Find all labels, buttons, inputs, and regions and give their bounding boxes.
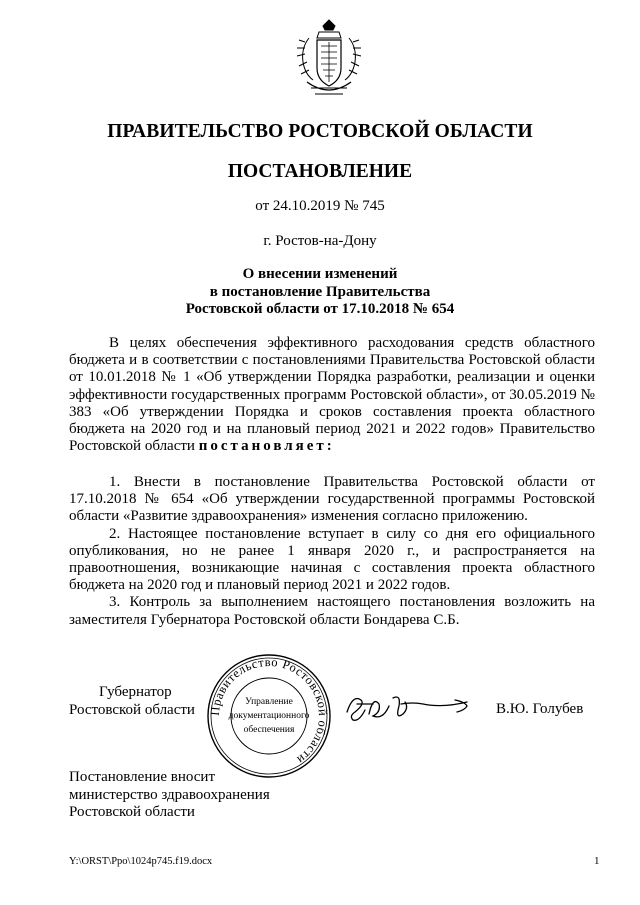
- introduced-by: [69, 769, 270, 822]
- footer-file-path: Y:\ORST\Ppo\1024p745.f19.docx: [69, 856, 213, 867]
- introduced-by-line-2: министерство здравоохранения: [69, 786, 270, 803]
- stamp-center-line-2: документационного: [228, 711, 310, 721]
- official-stamp: [206, 653, 332, 779]
- position-line-1: Губернатор: [99, 684, 172, 700]
- clause-2: 2. Настоящее постановление вступает в силу со дня его официального опубликования, но не ранее 1 января 2020 г., и распространяется на правоотношения, возникающие начиная с составления проекта областного бюджета на 2020 год и плановый период 2021 и 2022 годов.: [69, 525, 595, 594]
- subject-line-2: в постановление Правительства: [209, 283, 431, 300]
- government-title: ПРАВИТЕЛЬСТВО РОСТОВСКОЙ ОБЛАСТИ: [107, 121, 533, 142]
- handwritten-signature: [343, 690, 473, 726]
- decree-word: постановляет:: [198, 438, 335, 455]
- document-subject: [0, 266, 640, 319]
- date-and-number: от 24.10.2019 № 745: [255, 198, 385, 214]
- position-line-2: Ростовской области: [69, 702, 195, 718]
- subject-line-3: Ростовской области от 17.10.2018 № 654: [185, 301, 455, 317]
- clause-1: 1. Внести в постановление Правительства Ростовской области от 17.10.2018 № 654 «Об утверждении государственной программы Ростовской области «Развитие здравоохранения» изменения согласно приложению.: [69, 474, 595, 525]
- document-type: ПОСТАНОВЛЕНИЕ: [227, 161, 413, 182]
- introduced-by-line-1: Постановление вносит: [69, 769, 216, 785]
- clause-3: 3. Контроль за выполнением настоящего постановления возложить на заместителя Губернатора Ростовской области Бондарева С.Б.: [69, 594, 595, 628]
- preamble-text: В целях обеспечения эффективного расходования средств областного бюджета и в соответствии с постановлениями Правительства Ростовской области от 10.01.2018 № 1 «Об утверждении Порядка разработки, реализации и оценки эффективности государственных программ Ростовской области», от 30.05.2019 № 383 «Об утверждении Порядка и сроков составления проекта областного бюджета на 2020 год и на плановый период 2021 и 2022 годов» Правительство Ростовской области: [69, 335, 595, 455]
- page-number: 1: [594, 855, 600, 867]
- signatory-position: [69, 683, 195, 719]
- introduced-by-line-3: Ростовской области: [69, 804, 195, 820]
- stamp-center-line-1: Управление: [245, 697, 293, 707]
- city: г. Ростов-на-Дону: [263, 233, 377, 249]
- stamp-center-line-3: обеспечения: [243, 725, 295, 735]
- clauses-block: [69, 474, 595, 629]
- subject-line-1: О внесении изменений: [242, 266, 398, 282]
- coat-of-arms-icon: [293, 18, 365, 100]
- stamp-ring-text: Правительство Ростовской области: [207, 654, 331, 768]
- signer-name: В.Ю. Голубев: [496, 701, 584, 717]
- preamble-paragraph: [69, 335, 595, 455]
